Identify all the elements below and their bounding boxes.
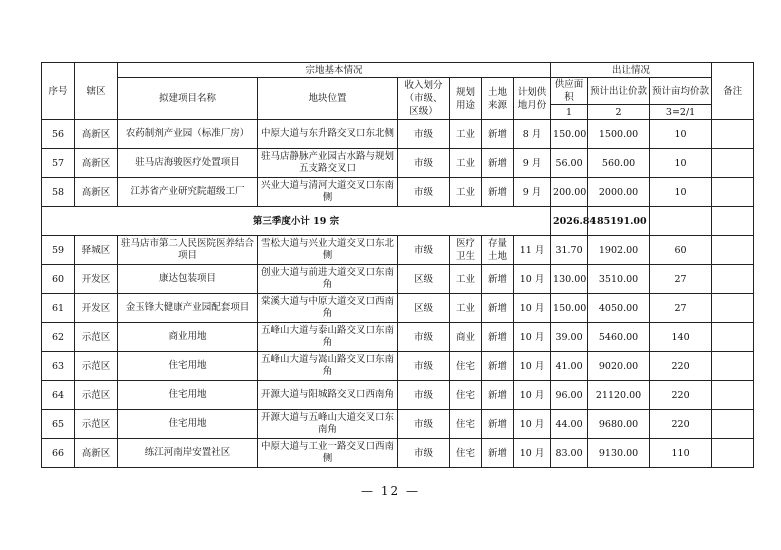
cell-revenue-level: 市级 [398, 352, 450, 381]
table-row [42, 294, 754, 323]
cell-revenue-level: 区级 [398, 294, 450, 323]
cell-remarks [712, 149, 754, 178]
cell-planned-use: 商业 [450, 323, 482, 352]
header-avg-price: 预计亩均价款 [650, 78, 712, 105]
cell-avg-price: 27 [650, 265, 712, 294]
cell-seq: 59 [42, 236, 75, 265]
cell-revenue-level: 市级 [398, 439, 450, 468]
cell-district: 示范区 [75, 323, 118, 352]
cell-planned-use: 工业 [450, 120, 482, 149]
cell-expected-price: 9680.00 [588, 410, 650, 439]
cell-remarks [712, 439, 754, 468]
cell-district: 高新区 [75, 178, 118, 207]
cell-supply-area: 200.00 [551, 178, 588, 207]
header-district: 辖区 [75, 63, 118, 120]
cell-land-source: 新增 [482, 323, 514, 352]
cell-supply-area: 41.00 [551, 352, 588, 381]
cell-district: 示范区 [75, 410, 118, 439]
cell-expected-price: 3510.00 [588, 265, 650, 294]
cell-project-name: 驻马店市第二人民医院医养结合项目 [118, 236, 258, 265]
cell-location: 五峰山大道与嵩山路交叉口东南角 [258, 352, 398, 381]
cell-location: 中原大道与东升路交叉口东北侧 [258, 120, 398, 149]
cell-land-source: 存量土地 [482, 236, 514, 265]
header-location: 地块位置 [258, 78, 398, 120]
cell-project-name: 练江河南岸安置社区 [118, 439, 258, 468]
cell-supply-month: 9 月 [514, 178, 551, 207]
header-land-source: 土地来源 [482, 78, 514, 120]
subtotal-row [42, 207, 754, 236]
land-supply-table [41, 62, 754, 468]
header-supply-area: 供应面积 [551, 78, 588, 105]
subtotal-note [712, 207, 754, 236]
header-seq: 序号 [42, 63, 75, 120]
cell-avg-price: 110 [650, 439, 712, 468]
cell-expected-price: 5460.00 [588, 323, 650, 352]
cell-land-source: 新增 [482, 178, 514, 207]
cell-remarks [712, 294, 754, 323]
cell-revenue-level: 市级 [398, 236, 450, 265]
cell-district: 高新区 [75, 149, 118, 178]
table-row [42, 265, 754, 294]
subtotal-label: 第三季度小计 19 宗 [42, 207, 551, 236]
cell-planned-use: 住宅 [450, 381, 482, 410]
cell-avg-price: 140 [650, 323, 712, 352]
cell-supply-area: 31.70 [551, 236, 588, 265]
cell-expected-price: 1902.00 [588, 236, 650, 265]
cell-project-name: 江苏省产业研究院超级工厂 [118, 178, 258, 207]
cell-remarks [712, 381, 754, 410]
cell-seq: 65 [42, 410, 75, 439]
table-row [42, 439, 754, 468]
cell-location: 兴业大道与清河大道交叉口东南侧 [258, 178, 398, 207]
cell-district: 高新区 [75, 120, 118, 149]
cell-supply-month: 8 月 [514, 120, 551, 149]
cell-project-name: 住宅用地 [118, 410, 258, 439]
cell-expected-price: 2000.00 [588, 178, 650, 207]
cell-district: 高新区 [75, 439, 118, 468]
cell-location: 驻马店静脉产业园古水路与规划五支路交叉口 [258, 149, 398, 178]
cell-remarks [712, 352, 754, 381]
header-planned-use: 规划用途 [450, 78, 482, 120]
header-col-2: 2 [588, 105, 650, 120]
cell-planned-use: 医疗卫生 [450, 236, 482, 265]
cell-location: 开源大道与阳城路交叉口西南角 [258, 381, 398, 410]
header-remarks: 备注 [712, 63, 754, 120]
cell-project-name: 康达包装项目 [118, 265, 258, 294]
cell-avg-price: 220 [650, 352, 712, 381]
cell-revenue-level: 市级 [398, 178, 450, 207]
cell-seq: 58 [42, 178, 75, 207]
cell-supply-month: 10 月 [514, 294, 551, 323]
cell-land-source: 新增 [482, 439, 514, 468]
header-col-1: 1 [551, 105, 588, 120]
cell-planned-use: 工业 [450, 149, 482, 178]
header-transfer-info: 出让情况 [551, 63, 712, 78]
subtotal-avg [650, 207, 712, 236]
cell-district: 驿城区 [75, 236, 118, 265]
cell-district: 开发区 [75, 294, 118, 323]
cell-expected-price: 9130.00 [588, 439, 650, 468]
cell-land-source: 新增 [482, 352, 514, 381]
cell-supply-area: 39.00 [551, 323, 588, 352]
header-project-name: 拟建项目名称 [118, 78, 258, 120]
cell-location: 五峰山大道与泰山路交叉口东南角 [258, 323, 398, 352]
cell-avg-price: 60 [650, 236, 712, 265]
table-row [42, 120, 754, 149]
cell-supply-area: 130.00 [551, 265, 588, 294]
cell-avg-price: 10 [650, 149, 712, 178]
cell-avg-price: 10 [650, 120, 712, 149]
cell-revenue-level: 市级 [398, 323, 450, 352]
cell-project-name: 住宅用地 [118, 352, 258, 381]
cell-revenue-level: 市级 [398, 120, 450, 149]
cell-expected-price: 21120.00 [588, 381, 650, 410]
cell-supply-area: 150.00 [551, 120, 588, 149]
cell-land-source: 新增 [482, 149, 514, 178]
header-parcel-info: 宗地基本情况 [118, 63, 551, 78]
cell-avg-price: 10 [650, 178, 712, 207]
table-row [42, 149, 754, 178]
header-revenue-level: 收入划分（市级、区级） [398, 78, 450, 120]
cell-planned-use: 工业 [450, 178, 482, 207]
cell-remarks [712, 178, 754, 207]
table-body-q4 [42, 236, 754, 468]
cell-supply-area: 83.00 [551, 439, 588, 468]
cell-expected-price: 9020.00 [588, 352, 650, 381]
cell-land-source: 新增 [482, 265, 514, 294]
cell-revenue-level: 市级 [398, 381, 450, 410]
table-row [42, 410, 754, 439]
cell-supply-area: 150.00 [551, 294, 588, 323]
cell-location: 创业大道与前进大道交叉口东南角 [258, 265, 398, 294]
cell-project-name: 商业用地 [118, 323, 258, 352]
cell-land-source: 新增 [482, 120, 514, 149]
cell-supply-month: 10 月 [514, 323, 551, 352]
cell-remarks [712, 120, 754, 149]
cell-planned-use: 住宅 [450, 352, 482, 381]
cell-planned-use: 工业 [450, 294, 482, 323]
cell-location: 开源大道与五峰山大道交叉口东南角 [258, 410, 398, 439]
cell-district: 示范区 [75, 352, 118, 381]
table-row [42, 236, 754, 265]
cell-supply-month: 11 月 [514, 236, 551, 265]
cell-land-source: 新增 [482, 381, 514, 410]
cell-supply-month: 10 月 [514, 265, 551, 294]
header-col-3: 3=2/1 [650, 105, 712, 120]
cell-avg-price: 27 [650, 294, 712, 323]
cell-seq: 61 [42, 294, 75, 323]
cell-remarks [712, 410, 754, 439]
cell-seq: 63 [42, 352, 75, 381]
cell-expected-price: 1500.00 [588, 120, 650, 149]
cell-supply-area: 44.00 [551, 410, 588, 439]
cell-district: 示范区 [75, 381, 118, 410]
table-row [42, 352, 754, 381]
subtotal-price: 185191.00 [588, 207, 650, 236]
cell-planned-use: 住宅 [450, 439, 482, 468]
header-expected-price: 预计出让价款 [588, 78, 650, 105]
header-supply-month: 计划供地月份 [514, 78, 551, 120]
cell-planned-use: 住宅 [450, 410, 482, 439]
table-row [42, 323, 754, 352]
subtotal-body [42, 207, 754, 236]
cell-supply-month: 10 月 [514, 439, 551, 468]
cell-seq: 66 [42, 439, 75, 468]
table-body-q3 [42, 120, 754, 207]
cell-supply-area: 96.00 [551, 381, 588, 410]
cell-location: 中原大道与工业一路交叉口西南侧 [258, 439, 398, 468]
cell-remarks [712, 265, 754, 294]
cell-supply-month: 10 月 [514, 381, 551, 410]
cell-expected-price: 4050.00 [588, 294, 650, 323]
cell-location: 雪松大道与兴业大道交叉口东北侧 [258, 236, 398, 265]
cell-revenue-level: 市级 [398, 149, 450, 178]
cell-land-source: 新增 [482, 410, 514, 439]
table-row [42, 381, 754, 410]
cell-project-name: 驻马店海骏医疗处置项目 [118, 149, 258, 178]
cell-remarks [712, 323, 754, 352]
cell-seq: 56 [42, 120, 75, 149]
cell-avg-price: 220 [650, 410, 712, 439]
cell-remarks [712, 236, 754, 265]
cell-supply-month: 10 月 [514, 352, 551, 381]
cell-supply-area: 56.00 [551, 149, 588, 178]
cell-revenue-level: 市级 [398, 410, 450, 439]
cell-seq: 60 [42, 265, 75, 294]
table-row [42, 178, 754, 207]
page-number: — 12 — [361, 484, 420, 498]
cell-seq: 62 [42, 323, 75, 352]
cell-supply-month: 9 月 [514, 149, 551, 178]
cell-district: 开发区 [75, 265, 118, 294]
cell-project-name: 金玉锋大健康产业园配套项目 [118, 294, 258, 323]
cell-seq: 64 [42, 381, 75, 410]
cell-revenue-level: 区级 [398, 265, 450, 294]
cell-project-name: 住宅用地 [118, 381, 258, 410]
cell-project-name: 农药制剂产业园（标准厂房） [118, 120, 258, 149]
cell-avg-price: 220 [650, 381, 712, 410]
cell-expected-price: 560.00 [588, 149, 650, 178]
cell-supply-month: 10 月 [514, 410, 551, 439]
cell-land-source: 新增 [482, 294, 514, 323]
cell-seq: 57 [42, 149, 75, 178]
subtotal-area: 2026.84 [551, 207, 588, 236]
cell-location: 棠溪大道与中原大道交叉口西南角 [258, 294, 398, 323]
cell-planned-use: 工业 [450, 265, 482, 294]
